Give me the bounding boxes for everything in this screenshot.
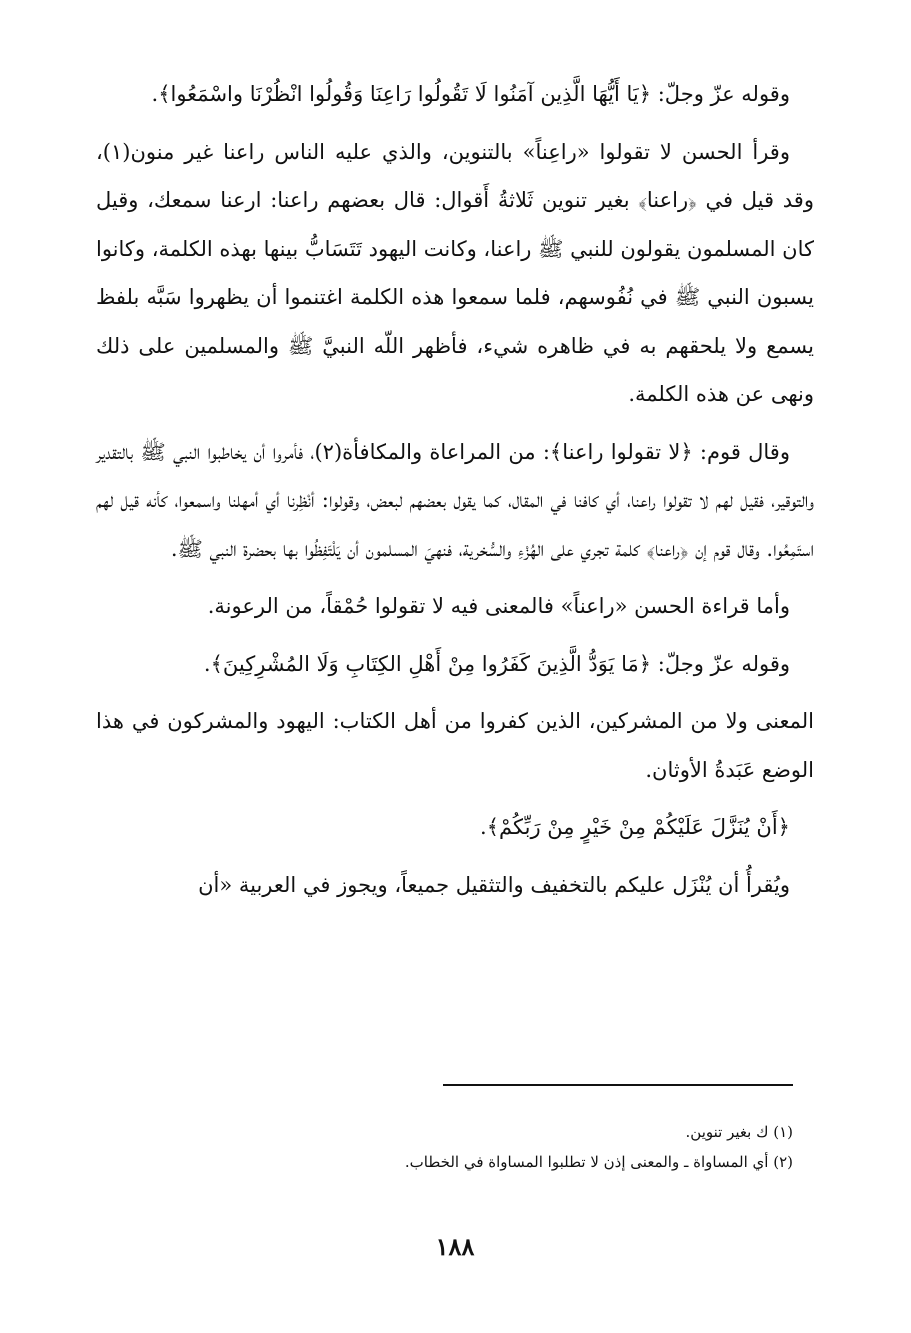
paragraph-hasan-reading: وقرأ الحسن لا تقولوا «راعِناً» بالتنوين، والذي عليه الناس راعنا غير منون(١)، وقد قيل في ﴿راعنا﴾ بغير تنوين ثَلاثةُ أَقوال: قال بعضهم راعنا: ارعنا سمعك، وقيل كان المسلمون يقولون للنبي ﷺ راعنا، وكانت اليهود تَتَسَابُّ بينها بهذه الكلمة، وكانوا يسبون النبي ﷺ في نُفُوسهم، فلما سمعوا هذه الكلمة اغتنموا أن يظهروا سَبَّه بلفظ يسمع ولا يلحقهم به في ظاهره شيء، فأظهر اللّه النبيَّ ﷺ والمسلمين على ذلك ونهى عن هذه الكلمة. [96, 139, 814, 406]
footnote-1: (١) ك بغير تنوين. [685, 1123, 793, 1141]
footnote-divider [443, 1084, 793, 1086]
paragraph-reading-yunzal: ويُقرأُ أن يُنْزَل عليكم بالتخفيف والتثقيل جميعاً، ويجوز في العربية «أن [198, 872, 790, 897]
page-number: ١٨٨ [435, 1232, 475, 1261]
footnote-2: (٢) أي المساواة ـ والمعنى إذن لا تطلبوا المساواة في الخطاب. [404, 1153, 793, 1171]
paragraph-hasan-meaning: وأما قراءة الحسن «راعناً» فالمعنى فيه لا تقولوا حُمْقاً، من الرعونة. [207, 594, 790, 618]
paragraph-verse-an-yunazzal: ﴿أَنْ يُنَزَّلَ عَلَيْكُمْ مِنْ خَيْرٍ مِنْ رَبِّكُمْ﴾. [480, 815, 790, 839]
paragraph-mushrikin-meaning: المعنى ولا من المشركين، الذين كفروا من أهل الكتاب: اليهود والمشركون في هذا الوضع عَبَدةُ الأوثان. [96, 709, 814, 782]
footnotes [96, 1117, 793, 1177]
paragraph-verse-ma-yawaddu: وقوله عزّ وجلّ: ﴿مَا يَوَدُّ الَّذِينَ كَفَرُوا مِنْ أَهْلِ الكِتَابِ وَلَا المُشْرِكِينَ﴾. [203, 651, 790, 676]
paragraph-muraat: وقال قوم: ﴿لا تقولوا راعنا﴾: من المراعاة والمكافأة(٢)، فأمروا أن يخاطبوا النبي ﷺ بالتقدير والتوقير، فقيل لهم لا تقولوا راعنا، أي كافنا في المقال، كما يقول بعضهم لبعض، وقولوا: أنْظِرنا أي أمهلنا واسمعوا، كأنه قيل لهم استَمِعُوا. وقال قوم إن ﴿راعنا﴾ كلمة تجري على الهُزْءِ والسُّخرية، فنهيَ المسلمون أن يَلْتَفِظُوا بها بحضرة النبي ﷺ. [96, 439, 814, 561]
main-text [96, 70, 814, 918]
paragraph-verse-ya-ayyuha: وقوله عزّ وجلّ: ﴿يَا أَيُّهَا الَّذِين آمَنُوا لَا تَقُولُوا رَاعِنَا وَقُولُوا انْظُرْنَا واسْمَعُوا﴾. [151, 82, 790, 106]
